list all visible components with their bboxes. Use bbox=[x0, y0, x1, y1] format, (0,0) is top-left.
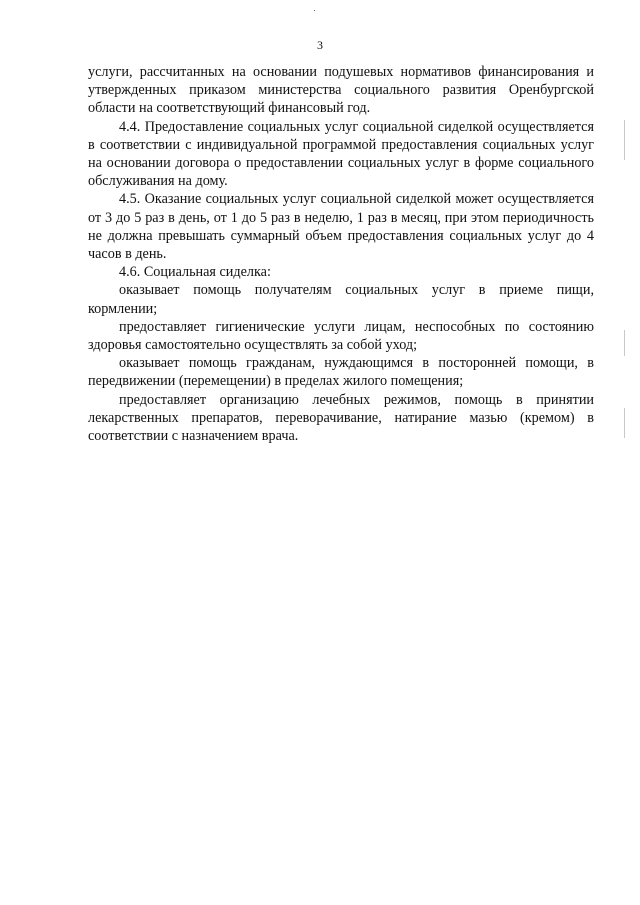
duty-item-feeding: оказывает помощь получателям социальных услуг в приеме пищи, кормлении; bbox=[88, 282, 594, 317]
page-number: 3 bbox=[317, 38, 323, 52]
paragraph-continuation: услуги, рассчитанных на основании подушевых нормативов финансирования и утвержденных приказом министерства социального развития Оренбургской области на соответствующий финансовый год. bbox=[88, 64, 594, 117]
duty-item-treatment: предоставляет организацию лечебных режимов, помощь в принятии лекарственных препаратов, переворачивание, натирание мазью (кремом) в соответствии с назначением врача. bbox=[88, 391, 594, 445]
paragraph-4-4: 4.4. Предоставление социальных услуг социальной сиделкой осуществляется в соответствии с индивидуальной программой предоставления социальных услуг на основании договора о предоставлении социальных услуг в форме социального обслуживания на дому. bbox=[88, 118, 594, 190]
scan-edge-mark bbox=[624, 120, 625, 160]
document-body bbox=[88, 63, 594, 445]
scan-speck bbox=[314, 10, 315, 11]
paragraph-4-5: 4.5. Оказание социальных услуг социальной сиделкой может осуществляется от 3 до 5 раз в день, от 1 до 5 раз в неделю, 1 раз в месяц, при этом периодичность не должна превышать суммарный объем предоставления социальных услуг до 4 часов в день. bbox=[88, 191, 594, 263]
paragraph-4-6-heading: 4.6. Социальная сиделка: bbox=[119, 264, 271, 281]
duty-item-hygiene: предоставляет гигиенические услуги лицам, неспособных по состоянию здоровья самостоятельно осуществлять за собой уход; bbox=[88, 318, 594, 354]
scan-edge-mark bbox=[624, 408, 625, 438]
duty-item-mobility: оказывает помощь гражданам, нуждающимся в посторонней помощи, в передвижении (перемещении) в пределах жилого помещения; bbox=[88, 355, 594, 390]
scan-edge-mark bbox=[624, 330, 625, 356]
